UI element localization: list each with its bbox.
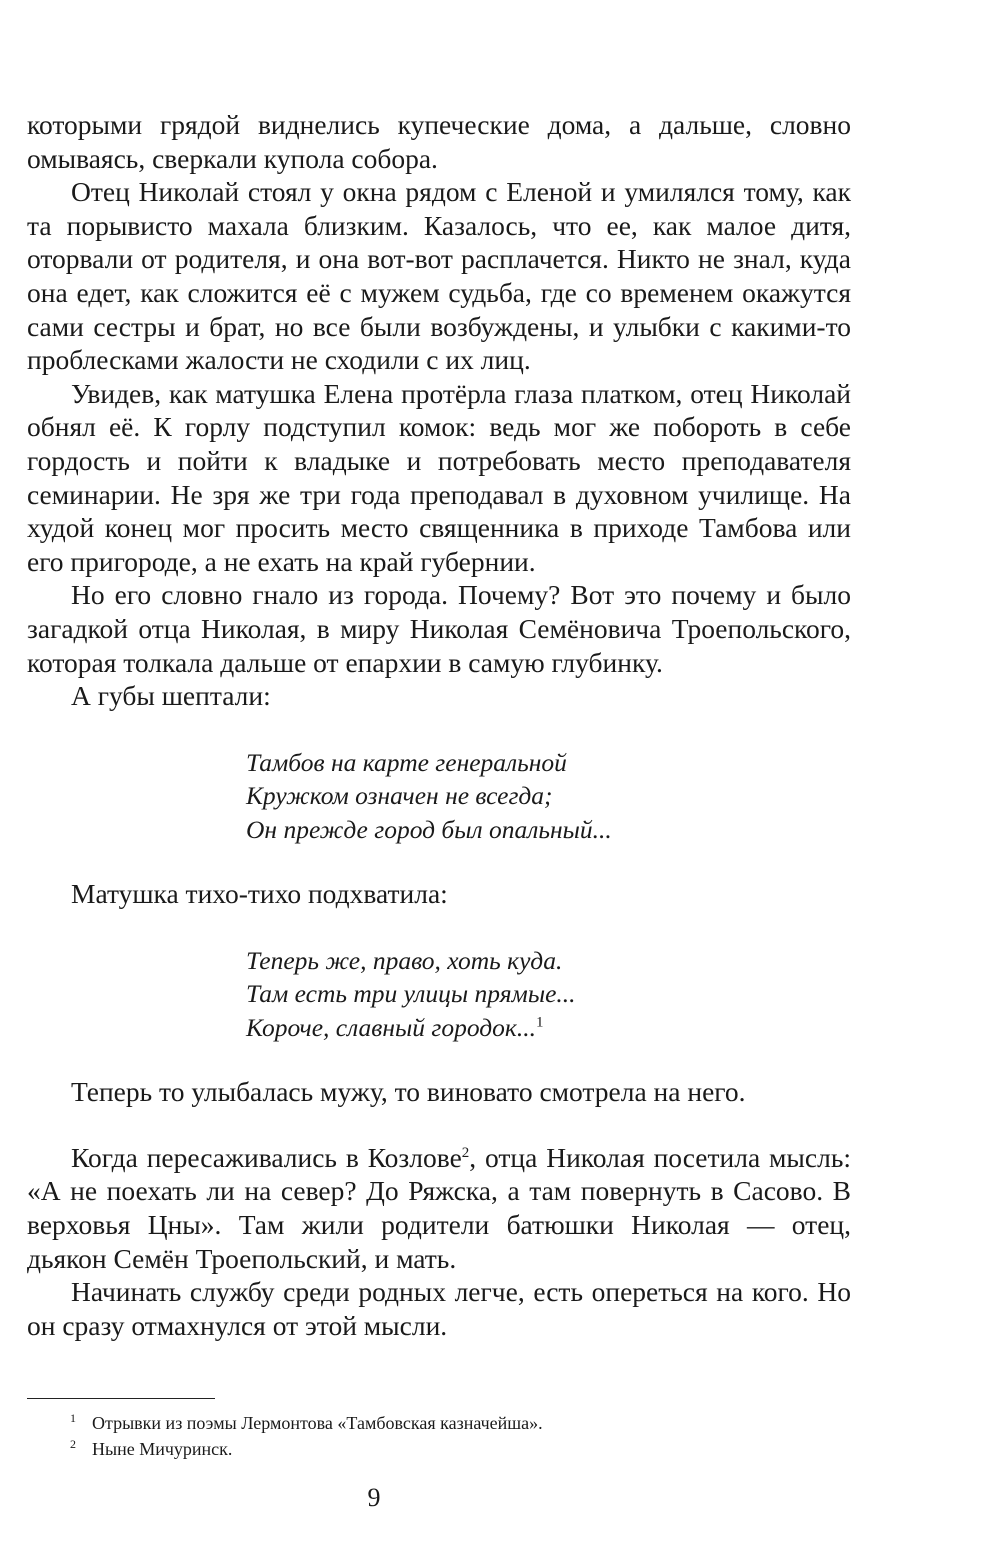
footnote-divider (27, 1398, 215, 1399)
footnote-1 (70, 1410, 850, 1436)
paragraph: Начинать службу среди родных легче, есть опереться на кого. Но он сразу отмахнулся от этой мысли. (27, 1276, 851, 1341)
verse-line: Там есть три улицы прямые... (246, 979, 576, 1009)
verse-stanza-1 (27, 746, 851, 847)
verse-line: Тамбов на карте генеральной (246, 747, 567, 777)
paragraph: А губы шептали: (71, 680, 271, 712)
footnote-text: Ныне Мичуринск. (92, 1439, 233, 1459)
page-number: 9 (367, 1483, 381, 1512)
paragraph: Матушка тихо-тихо подхватила: (71, 878, 448, 910)
verse-stanza-2 (27, 944, 851, 1045)
footnote-mark: 2 (70, 1437, 76, 1451)
verse-line: Кружком означен не всегда; (246, 781, 553, 811)
paragraph-text: , отца Николая посетила мысль: «А не поехать ли на север? До Ряжска, а там повернуть в Сасово. В верховья Цны». Там жили родители батюшки Николая — отец, дьякон Семён Троепольский, и мать. (27, 1141, 851, 1274)
paragraph: Увидев, как матушка Елена протёрла глаза платком, отец Николай обнял её. К горлу подступил комок: ведь мог же побороть в себе гордость и пойти к владыке и потребовать место преподавателя семинарии. Не зря же три года преподавал в духовном училище. На худой конец мог просить место священника в приходе Тамбова или его пригороде, а не ехать на край губернии. (27, 377, 851, 577)
footnote-mark: 1 (70, 1411, 76, 1425)
paragraph: которыми грядой виднелись купеческие дома, а дальше, словно омываясь, сверкали купола собора. (27, 109, 851, 174)
paragraph (27, 1141, 851, 1275)
footnotes (70, 1410, 850, 1462)
footnote-ref-2[interactable]: 2 (461, 1144, 470, 1161)
main-text (27, 108, 851, 1342)
footnote-ref-1[interactable]: 1 (535, 1014, 544, 1031)
verse-line-text: Короче, славный городок... (246, 1012, 536, 1042)
paragraph: Теперь то улыбалась мужу, то виновато смотрела на него. (71, 1076, 746, 1108)
verse-line: Он прежде город был опальный... (246, 814, 612, 844)
paragraph: Но его словно гнало из города. Почему? Вот это почему и было загадкой отца Николая, в миру Николая Семёновича Троепольского, которая толкала дальше от епархии в самую глубинку. (27, 579, 851, 678)
footnote-text: Отрывки из поэмы Лермонтова «Тамбовская казначейша». (92, 1413, 543, 1433)
verse-line (246, 1011, 851, 1045)
verse-line: Теперь же, право, хоть куда. (246, 945, 563, 975)
paragraph: Отец Николай стоял у окна рядом с Еленой и умилялся тому, как та порывисто махала близким. Казалось, что ее, как малое дитя, оторвали от родителя, и она вот-вот расплачется. Никто не знал, куда она едет, как сложится её с мужем судьба, где со временем окажутся сами сестры и брат, но все были возбуждены, и улыбки с какими-то проблесками жалости не сходили с их лиц. (27, 176, 851, 376)
paragraph-text: Когда пересаживались в Козлове (71, 1141, 462, 1173)
footnote-2 (70, 1436, 850, 1462)
